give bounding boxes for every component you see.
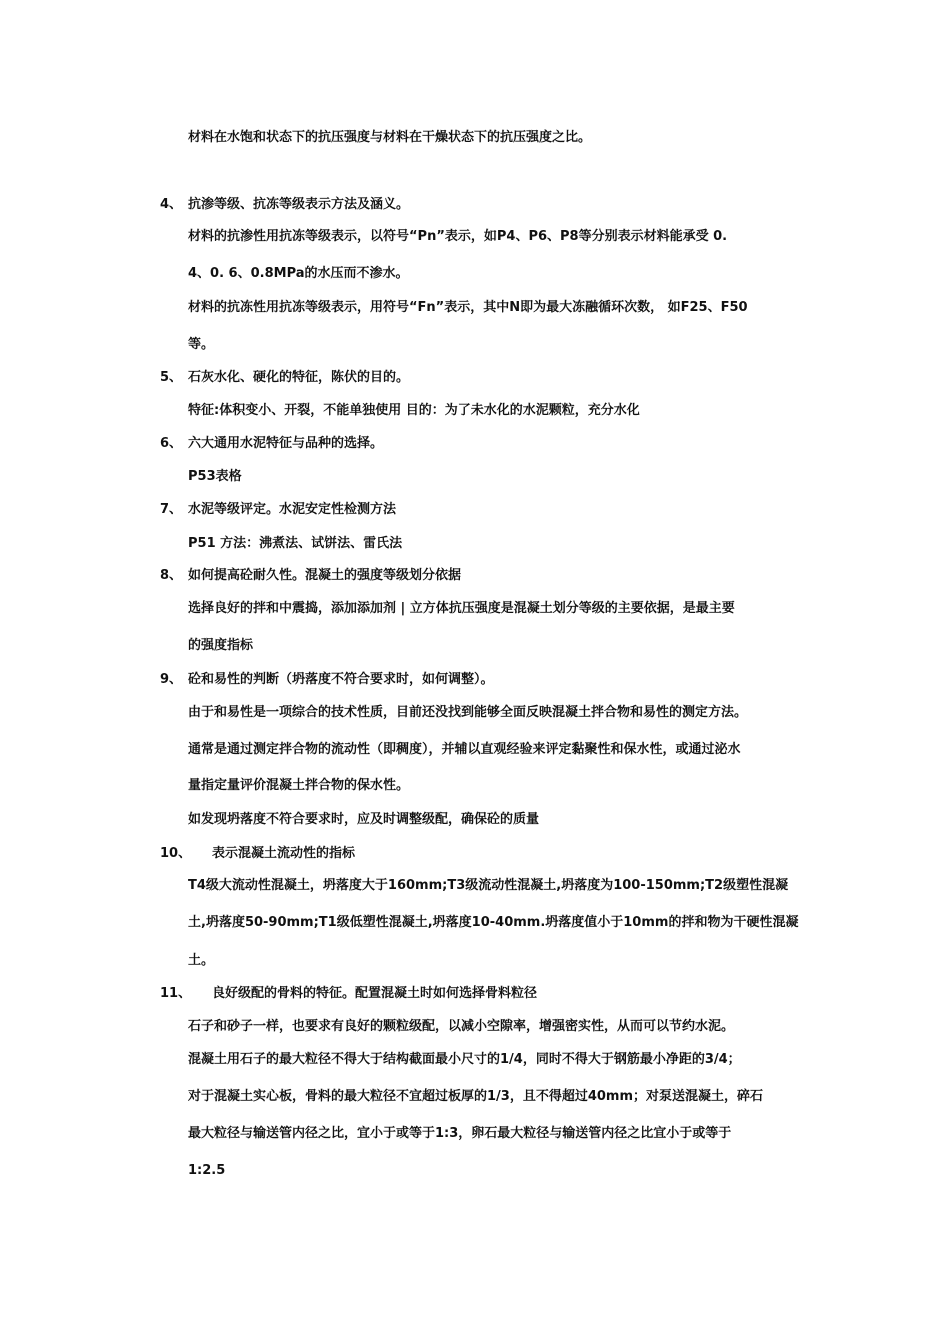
answer-text: 材料在水饱和状态下的抗压强度与材料在干燥状态下的抗压强度之比。 xyxy=(188,130,592,145)
question-title: 六大通用水泥特征与品种的选择。 xyxy=(188,436,384,451)
question-title: 良好级配的骨料的特征。配置混凝土时如何选择骨料粒径 xyxy=(212,986,538,1001)
answer-text: 石子和砂子一样，也要求有良好的颗粒级配，以减小空隙率，增强密实性，从而可以节约水泥。 xyxy=(188,1019,735,1034)
answer-text: 等。 xyxy=(188,337,215,352)
answer-text: 通常是通过测定拌合物的流动性（即稠度），并辅以直观经验来评定黏聚性和保水性，或通过泌水 xyxy=(188,742,741,757)
answer-text: 1:2.5 xyxy=(188,1163,226,1178)
question-title: 抗渗等级、抗冻等级表示方法及涵义。 xyxy=(188,197,410,212)
answer-text: 混凝土用石子的最大粒径不得大于结构截面最小尺寸的1/4，同时不得大于钢筋最小净距的3/4； xyxy=(188,1052,741,1067)
question-title: 砼和易性的判断（坍落度不符合要求时，如何调整）。 xyxy=(188,672,494,687)
question-title: 石灰水化、硬化的特征，陈伏的目的。 xyxy=(188,370,410,385)
answer-text: 土,坍落度50-90mm;T1级低塑性混凝土,坍落度10-40mm.坍落度值小于10mm的拌和物为干硬性混凝 xyxy=(188,915,799,930)
answer-text: 材料的抗渗性用抗冻等级表示，以符号“Pn”表示，如P4、P6、P8等分别表示材料能承受 0. xyxy=(188,229,728,244)
answer-text: T4级大流动性混凝土，坍落度大于160mm;T3级流动性混凝土,坍落度为100-150mm;T2级塑性混凝 xyxy=(188,878,789,893)
answer-text: 如发现坍落度不符合要求时，应及时调整级配，确保砼的质量 xyxy=(188,812,540,827)
answer-text: 由于和易性是一项综合的技术性质，目前还没找到能够全面反映混凝土拌合物和易性的测定方法。 xyxy=(188,705,748,720)
answer-text: 对于混凝土实心板，骨料的最大粒径不宜超过板厚的1/3，且不得超过40mm；对泵送混凝土，碎石 xyxy=(188,1089,764,1104)
answer-text: 的强度指标 xyxy=(188,638,254,653)
answer-text: P53表格 xyxy=(188,469,242,484)
question-number: 5、 xyxy=(160,370,183,385)
question-title: 表示混凝土流动性的指标 xyxy=(212,846,356,861)
answer-text: P51 方法：沸煮法、试饼法、雷氏法 xyxy=(188,536,403,551)
answer-text: 最大粒径与输送管内径之比，宜小于或等于1:3，卵石最大粒径与输送管内径之比宜小于或等于 xyxy=(188,1126,732,1141)
answer-text: 特征:体积变小、开裂，不能单独使用 目的：为了未水化的水泥颗粒，充分水化 xyxy=(188,403,640,418)
question-number: 9、 xyxy=(160,672,183,687)
question-number: 6、 xyxy=(160,436,183,451)
question-number: 10、 xyxy=(160,846,192,861)
answer-text: 4、0. 6、0.8MPa的水压而不渗水。 xyxy=(188,266,409,281)
question-title: 水泥等级评定。水泥安定性检测方法 xyxy=(188,502,397,517)
question-number: 4、 xyxy=(160,197,183,212)
answer-text: 量指定量评价混凝土拌合物的保水性。 xyxy=(188,778,410,793)
answer-text: 材料的抗冻性用抗冻等级表示，用符号“Fn”表示，其中N即为最大冻融循环次数， 如F25、F50 xyxy=(188,300,748,315)
question-number: 8、 xyxy=(160,568,183,583)
question-number: 7、 xyxy=(160,502,183,517)
question-number: 11、 xyxy=(160,986,192,1001)
question-title: 如何提高砼耐久性。混凝土的强度等级划分依据 xyxy=(188,568,462,583)
answer-text: 土。 xyxy=(188,953,215,968)
answer-text: 选择良好的拌和中震捣，添加添加剂 | 立方体抗压强度是混凝土划分等级的主要依据，是最主要 xyxy=(188,601,735,616)
